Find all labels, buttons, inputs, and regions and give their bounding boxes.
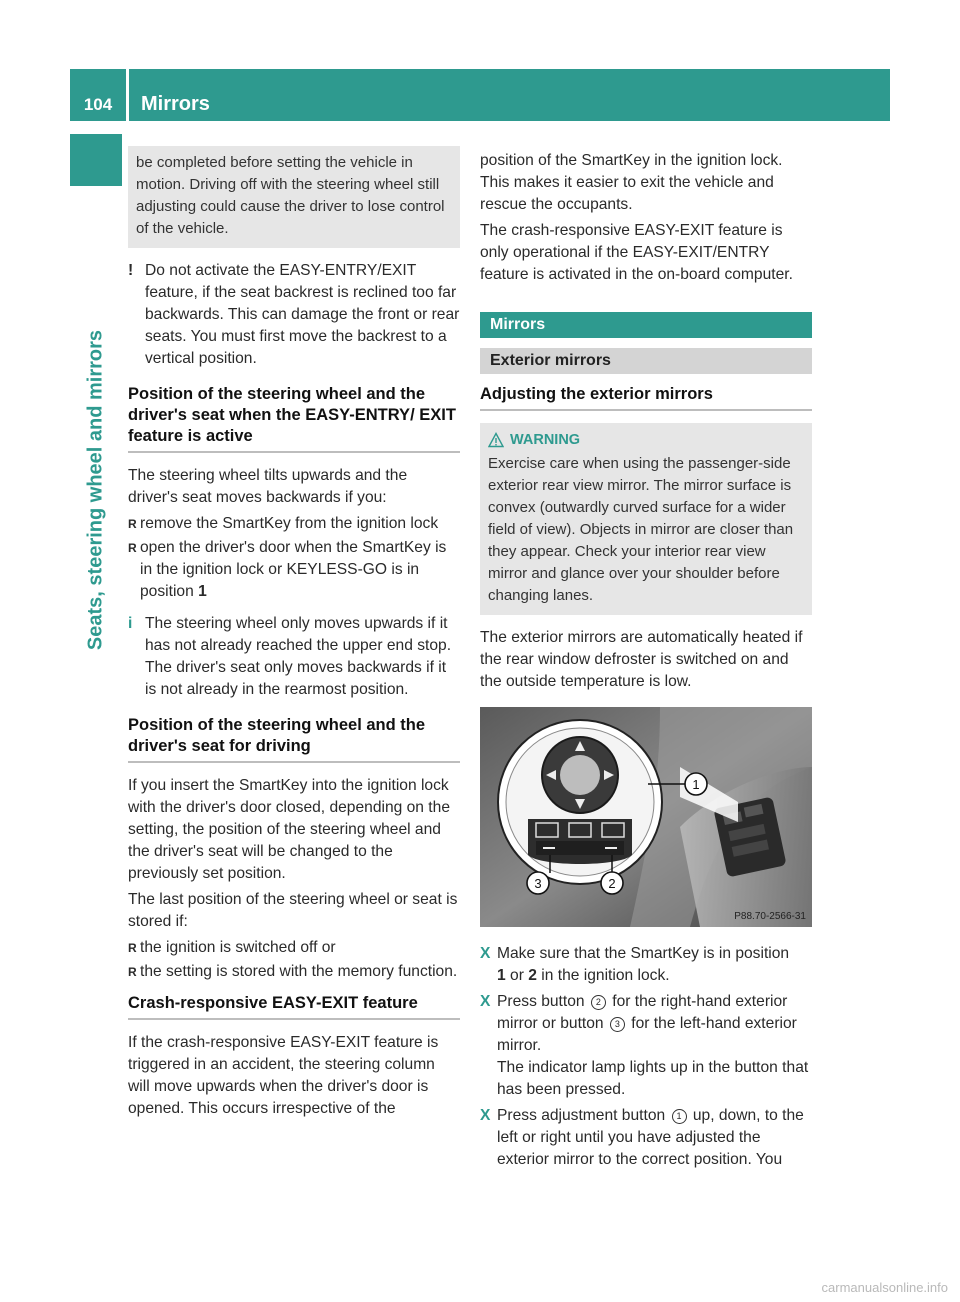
bullet-glyph: R [128,941,137,955]
paragraph: The steering wheel tilts upwards and the driver's seat moves backwards if you: [128,467,408,506]
paragraph: The crash-responsive EASY-EXIT feature is only operational if the EASY-EXIT/ENTRY feature is activated in the on-board computer. [480,222,793,283]
list-item-text: open the driver's door when the SmartKey is in the ignition lock or KEYLESS-GO is in position [140,539,447,600]
list-item [128,537,460,603]
section-bar-mirrors: Mirrors [480,312,812,338]
position-number: 1 [497,967,506,984]
section-heading: Position of the steering wheel and the driver's seat when the EASY-ENTRY/ EXIT feature is active [128,384,460,453]
chapter-tab-block [70,134,122,186]
paragraph: If the crash-responsive EASY-EXIT feature is triggered in an accident, the steering column will move upwards when the driver's door is opened. This occurs irrespective of the [128,1034,439,1117]
right-column [480,150,812,1175]
mirror-controls-figure [480,707,812,927]
warning-triangle-icon [488,432,504,448]
caution-note-text: Do not activate the EASY-ENTRY/EXIT feature, if the seat backrest is reclined too far backwards. This can damage the front or rear seats. You must first move the backrest to a vertical position. [145,262,460,367]
list-item-text: the ignition is switched off or [140,939,336,956]
paragraph: position of the SmartKey in the ignition lock. This makes it easier to exit the vehicle and rescue the occupants. [480,152,783,213]
step-text: Make sure that the SmartKey is in position [497,945,790,962]
bullet-glyph: R [128,541,137,555]
watermark: carmanualsonline.info [821,1280,948,1295]
warning-continuation-text: be completed before setting the vehicle in motion. Driving off with the steering wheel still adjusting could cause the driver to lose control of the vehicle. [136,154,445,237]
bullet-list [128,513,460,603]
warning-continuation-box [128,146,460,248]
position-number: 2 [528,967,537,984]
warning-box [480,423,812,615]
list-item [128,937,460,959]
instruction-step [480,943,812,987]
instruction-step [480,1105,812,1171]
step-text: Press button [497,993,585,1010]
step-text: for the right-hand exterior mirror or button [497,993,788,1032]
list-item [128,961,460,983]
warning-title [488,429,802,451]
step-text: in the ignition lock. [541,967,670,984]
button-callout-number: 3 [610,1017,625,1032]
list-item-text: the setting is stored with the memory function. [140,963,458,980]
paragraph: If you insert the SmartKey into the ignition lock with the driver's door closed, depending on the setting, the position of the steering wheel and the driver's seat will be changed to the previously set position. [128,777,450,882]
page-title: Mirrors [141,93,210,115]
warning-title-text: WARNING [510,432,581,448]
bullet-list [128,937,460,983]
info-icon: i [128,615,133,632]
step-text: The indicator lamp lights up in the button that has been pressed. [497,1059,809,1098]
subsection-bar-exterior-mirrors: Exterior mirrors [480,348,812,374]
left-column [128,150,460,1124]
step-text: or [510,967,524,984]
caution-note [128,260,460,370]
info-note-text: The steering wheel only moves upwards if it has not already reached the upper end stop. The driver's seat only moves backwards if it is not already in the rearmost position. [145,615,452,698]
list-item-text: remove the SmartKey from the ignition lock [140,515,439,532]
button-callout-number: 1 [672,1109,687,1124]
callout-1: 1 [692,777,700,792]
warning-text: Exercise care when using the passenger-side exterior rear view mirror. The mirror surface is convex (outwardly curved surface for a wider field of view). Objects in mirror are closer than they appear. Check your interior rear view mirror and glance over your shoulder before changing lanes. [488,455,794,604]
step-glyph: X [480,945,491,962]
chapter-title: Seats, steering wheel and mirrors [84,329,107,651]
bullet-glyph: R [128,965,137,979]
instruction-step [480,991,812,1101]
paragraph: The last position of the steering wheel or seat is stored if: [128,891,458,930]
page-number: 104 [83,95,113,114]
header-separator [126,69,129,121]
callout-3: 3 [534,876,542,891]
step-glyph: X [480,1107,491,1124]
step-glyph: X [480,993,491,1010]
bullet-glyph: R [128,517,137,531]
info-note [128,613,460,701]
position-number: 1 [198,583,207,600]
step-text: Press adjustment button [497,1107,666,1124]
button-callout-number: 2 [591,995,606,1010]
list-item [128,513,460,535]
section-heading: Crash-responsive EASY-EXIT feature [128,993,460,1020]
chapter-tab [71,200,121,780]
step-text: for the left-hand exterior mirror. [497,1015,797,1054]
callout-2: 2 [608,876,616,891]
caution-icon: ! [128,262,134,279]
figure-code: P88.70-2566-31 [734,911,806,922]
step-text: up, down, to the left or right until you have adjusted the exterior mirror to the correct position. You [497,1107,804,1168]
section-heading: Position of the steering wheel and the driver's seat for driving [128,715,460,763]
section-heading: Adjusting the exterior mirrors [480,384,812,411]
mirror-controls-illustration [480,707,812,927]
paragraph: The exterior mirrors are automatically heated if the rear window defroster is switched on and the outside temperature is low. [480,629,803,690]
